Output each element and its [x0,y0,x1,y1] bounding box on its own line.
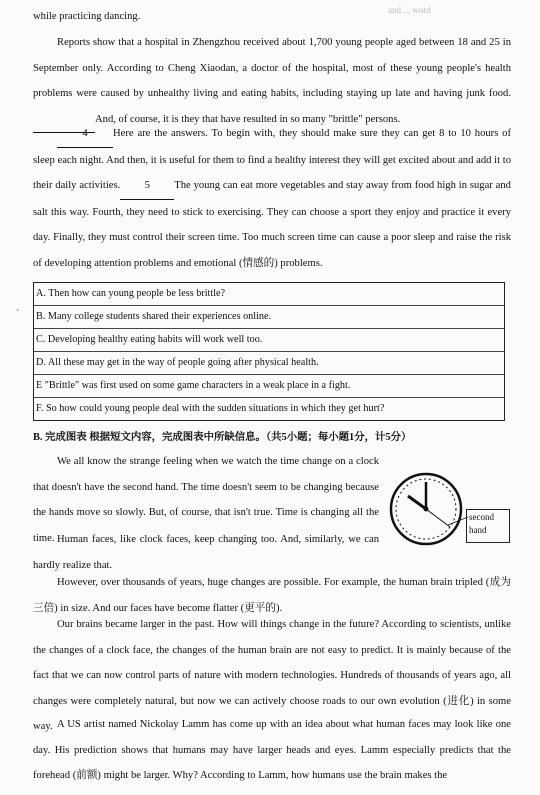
paragraph-lamm: A US artist named Nickolay Lamm has come up with an idea about what human faces may look like one day. His prediction shows that humans may have larger heads and eyes. Lamm especially predicts that the forehead (前额) might be larger. Why? According to Lamm, how humans use the brain makes the [33,719,511,782]
blank-4: 4 [57,121,113,148]
blank-5: 5 [120,173,174,200]
paragraph-answers-text-a: Here are the answers. To begin with, they should make sure they can get 8 to 10 hours of sleep each night. And then, it is useful for them to find a healthy interest they will get excited about and add it to their daily activities. [33,128,511,192]
option-d: D. All these may get in the way of people going after physical health. [34,351,504,374]
paragraph-reports-text: Reports show that a hospital in Zhengzhou received about 1,700 young people aged between 18 and 25 in September only. According to Cheng Xiaodan, a doctor of the hospital, most of these young people's health problems were caused by unhealthy living and eating habits, including staying up late and having junk food. [33,37,511,100]
margin-mark: ` [16,309,20,320]
option-f: F. So how could young people deal with the sudden situations in which they get hurt? [34,397,504,420]
top-line: while practicing dancing. [33,11,141,22]
options-box [33,282,505,421]
second-hand-callout: second hand [466,509,510,543]
section-b-heading: B. 完成图表 根据短文内容，完成图表中所缺信息。（共5小题；每小题1分，计5分） [33,432,412,443]
option-b: B. Many college students shared their experiences online. [34,305,504,328]
paragraph-reports [33,30,511,133]
clock-hour-hand [408,496,426,509]
option-c: C. Developing healthy eating habits will work well too. [34,328,504,351]
clock-second-hand [426,509,450,527]
paragraph-answers-text-b: The young can eat more vegetables and stay away from food high in sugar and salt this way. Fourth, they need to stick to exercising. They can choose a sport they enjoy and practice it every day. Finally, they must control their screen time. Too much screen time can cause a poor sleep and raise the risk of developing attention problems and emotional (情感的) problems. [33,180,511,269]
paragraph-faces: Human faces, like clock faces, keep changing too. And, similarly, we can hardly realize that. [33,534,379,571]
option-e: E "Brittle" was first used on some game characters in a weak place in a fight. [34,374,504,397]
paragraph-answers [33,121,511,277]
option-a: A. Then how can young people be less brittle? [36,288,226,299]
paragraph-brain-tripled: However, over thousands of years, huge changes are possible. For example, the human brain tripled (成为三倍) in size. And our faces have become flatter (更平的). [33,577,511,614]
paragraph-clock: We all know the strange feeling when we watch the time change on a clock that doesn't have the second hand. The time doesn't seem to be changing because the hands move so slowly. But, of course, that isn't true. Time is changing all the time. [33,456,379,544]
faint-bleed-text: and ... word [388,5,431,15]
paragraph-reports-tail: And, of course, it is they that have resulted in so many "brittle" persons. [95,113,401,125]
clock-illustration [388,470,468,548]
clock-center [424,507,429,512]
paragraph-future: Our brains became larger in the past. How will things change in the future? According to scientists, unlike the changes of a clock face, the changes of the human brain are not easy to predict. It is mainly because of the fact that we can now control parts of nature with modern technologies. Hundreds of thousands of years ago, all changes were completely natural, but now we can actively choose roads to our own evolution (进化) in some way. [33,619,511,733]
